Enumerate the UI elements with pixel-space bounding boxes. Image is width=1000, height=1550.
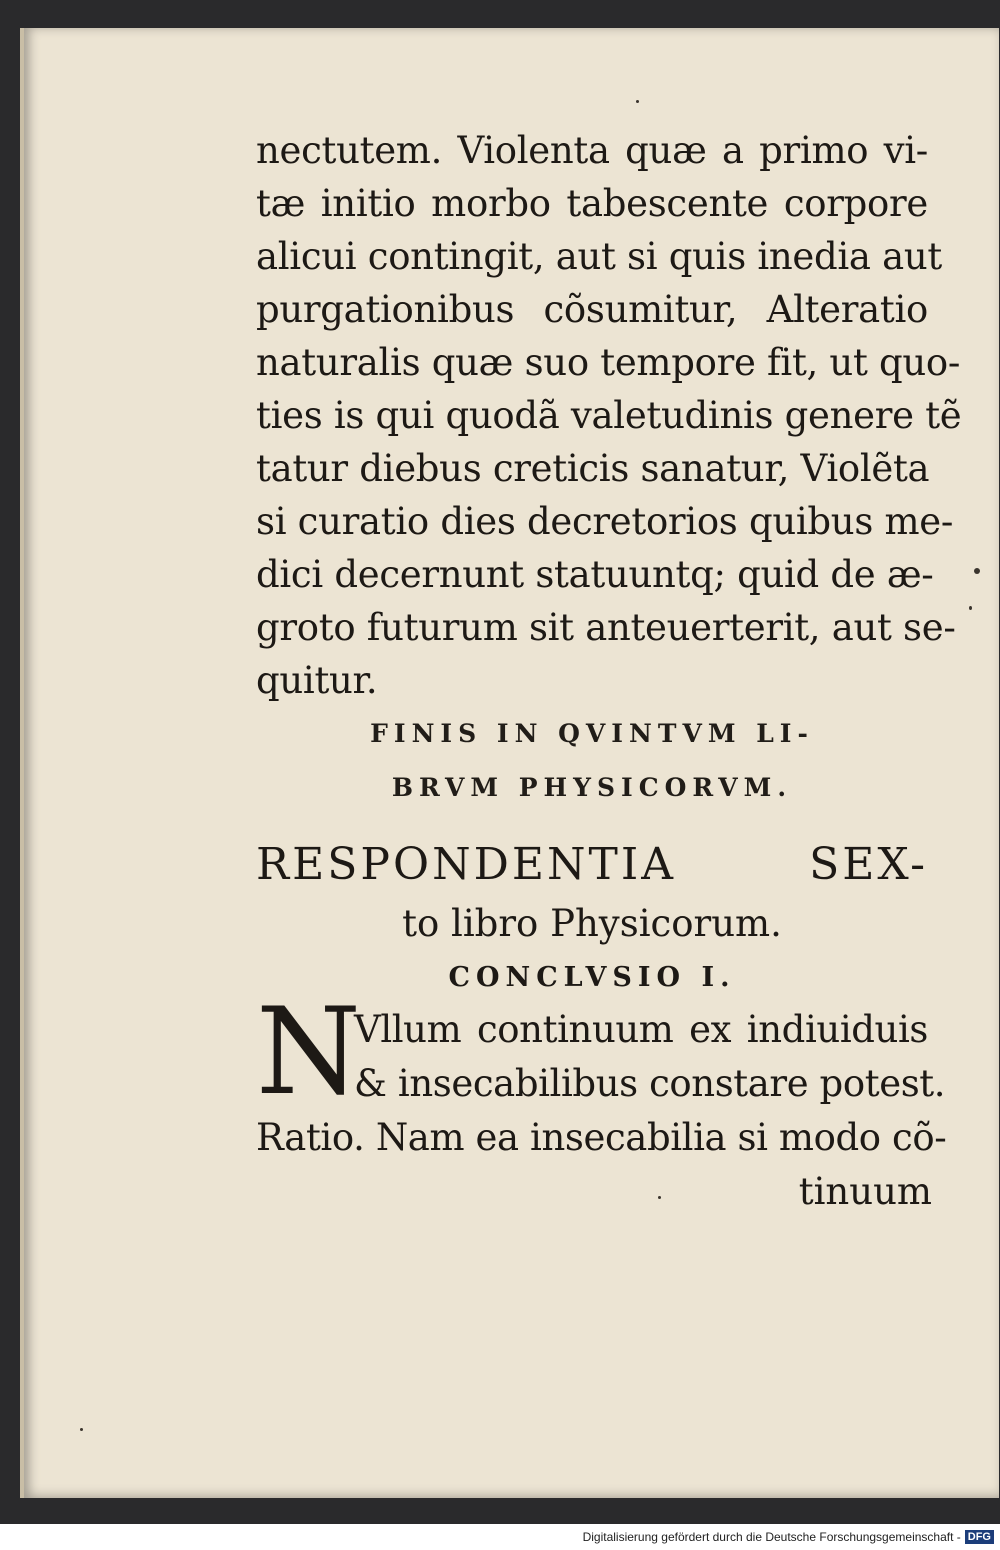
finis-line-2: BRVM PHYSICORVM. [391, 773, 793, 802]
page-text-block [256, 124, 962, 1219]
drop-capital: N [256, 983, 361, 1122]
para-line-1: Vllum continuum ex indiuiduis [354, 1008, 928, 1051]
finis-line-1: FINIS IN QVINTVM LI- [370, 719, 814, 748]
paper-speck [969, 606, 972, 610]
body-line-6: ties is qui quodã valetudinis genere tẽ [256, 394, 962, 437]
section-subheading: to libro Physicorum. [402, 902, 782, 945]
body-line-1: nectutem. Violenta quæ a primo vi- [256, 129, 928, 172]
footer-credit-text: Digitalisierung gefördert durch die Deutsche Forschungsgemeinschaft - [582, 1530, 961, 1544]
body-line-3: alicui contingit, aut si quis inedia aut [256, 235, 942, 278]
body-line-9: dici decernunt statuuntq; quid de æ- [256, 553, 934, 596]
para-line-2: & insecabilibus constare potest. [354, 1062, 946, 1105]
conclusio-title: CONCLVSIO I. [448, 962, 736, 993]
body-line-4: purgationibus cõsumitur, Alteratio [256, 288, 928, 331]
paper-speck [80, 1428, 83, 1431]
conclusio-paragraph [256, 983, 947, 1219]
paper-speck [636, 100, 639, 103]
body-line-7: tatur diebus creticis sanatur, Violẽta [256, 447, 930, 490]
para-line-3: Ratio. Nam ea insecabilia si modo cõ- [256, 1116, 947, 1159]
body-line-5: naturalis quæ suo tempore fit, ut quo- [256, 341, 961, 384]
section-heading: RESPONDENTIA SEX- [256, 839, 928, 890]
catchword: tinuum [798, 1170, 932, 1213]
paper-speck [658, 1196, 661, 1199]
body-line-10: groto futurum sit anteuerterit, aut se- [256, 606, 956, 649]
body-line-2: tæ initio morbo tabescente corpore [256, 182, 928, 225]
body-line-11: quitur. [256, 659, 378, 702]
body-line-8: si curatio dies decretorios quibus me- [256, 500, 954, 543]
book-page [20, 28, 999, 1498]
paper-speck [974, 568, 980, 574]
dfg-logo-icon: DFG [965, 1530, 994, 1544]
footer-credit-bar [0, 1524, 1000, 1550]
